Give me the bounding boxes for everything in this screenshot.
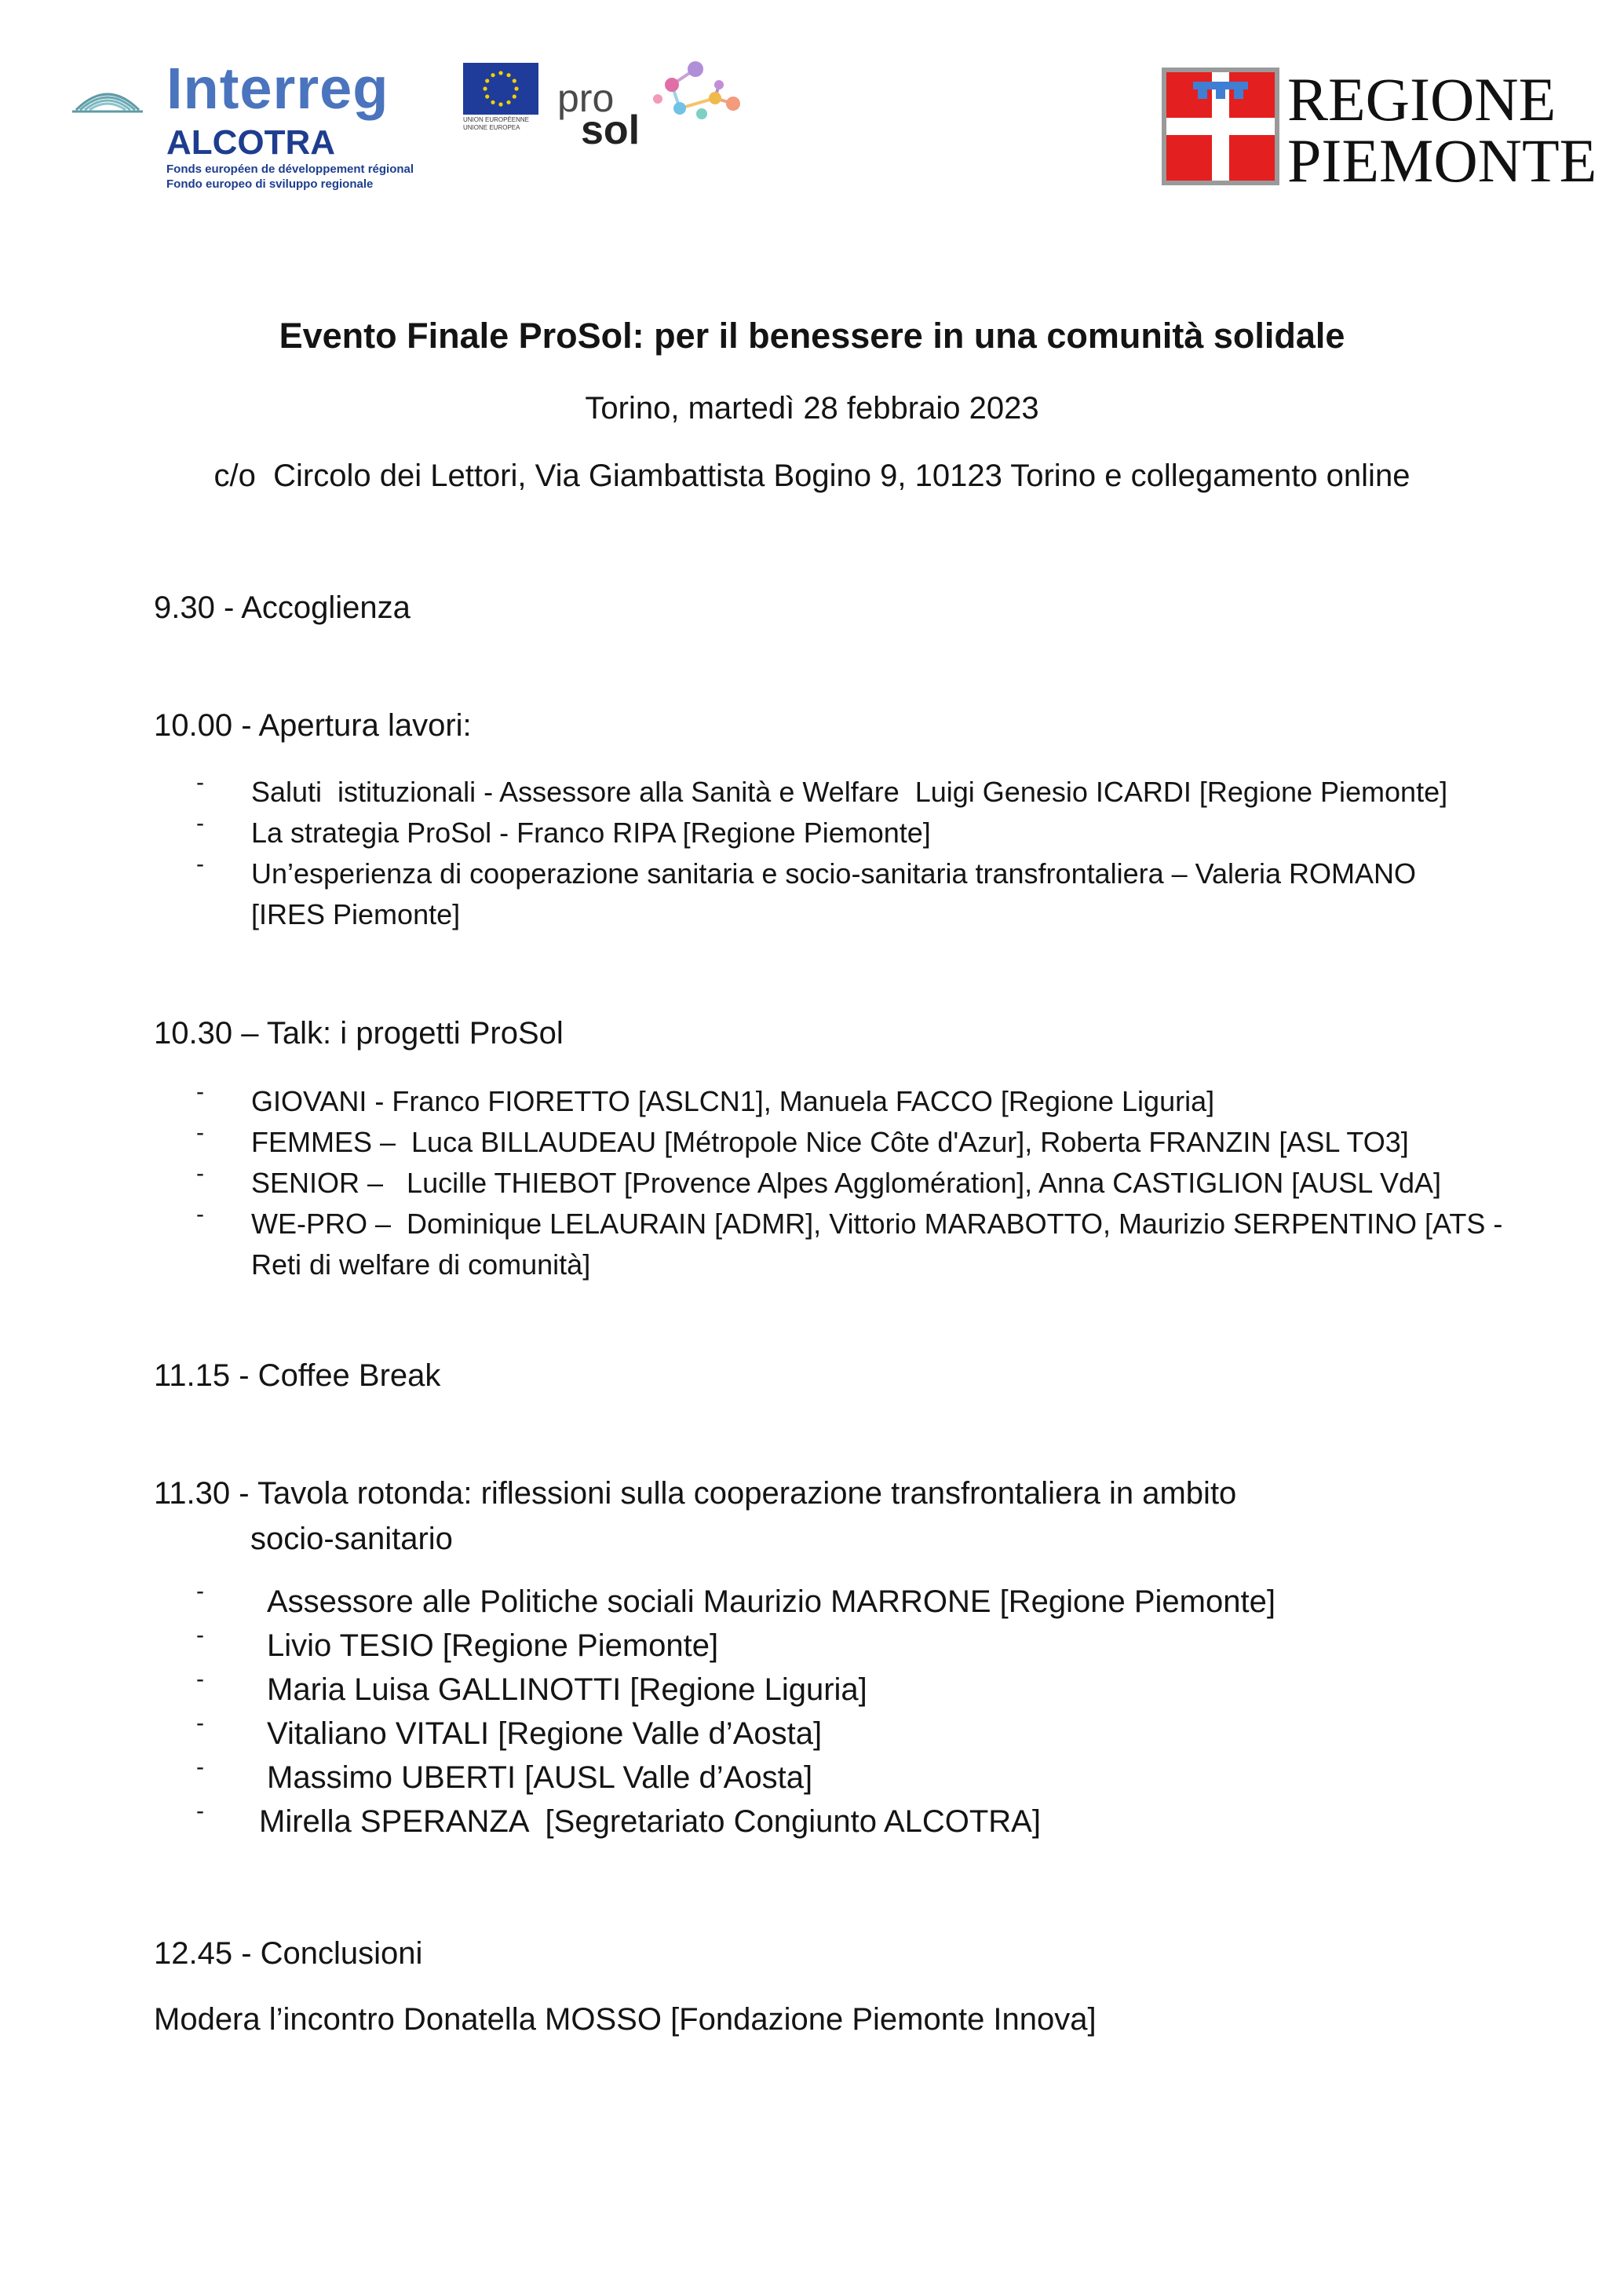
agenda-item: WE-PRO – Dominique LELAURAIN [ADMR], Vittorio MARABOTTO, Maurizio SERPENTINO [ATS - — [251, 1208, 1503, 1240]
eu-star-icon — [491, 73, 494, 77]
molecule-icon — [640, 55, 750, 133]
eu-star-icon — [506, 100, 510, 104]
agenda-item: GIOVANI - Franco FIORETTO [ASLCN1], Manuela FACCO [Regione Liguria] — [251, 1085, 1215, 1117]
event-title: Evento Finale ProSol: per il benessere in una comunità solidale — [279, 316, 1345, 356]
bullet-dash: - — [196, 769, 204, 795]
piemonte-cross-emblem-icon — [1162, 68, 1279, 185]
eu-star-icon — [513, 79, 516, 82]
event-venue: c/o Circolo dei Lettori, Via Giambattista Bogino 9, 10123 Torino e collegamento online — [213, 459, 1411, 493]
agenda-item: Massimo UBERTI [AUSL Valle d’Aosta] — [267, 1760, 813, 1795]
bullet-dash: - — [196, 1754, 204, 1780]
eu-star-icon — [483, 86, 487, 90]
eu-star-icon — [498, 71, 502, 75]
eu-flag-icon — [463, 63, 538, 115]
agenda-item-continuation: [IRES Piemonte] — [251, 898, 461, 930]
agenda-item: Un’esperienza di cooperazione sanitaria e socio-sanitaria transfrontaliera – Valeria ROMANO — [251, 857, 1417, 890]
fund-line-fr: Fonds européen de développement régional — [166, 163, 414, 176]
eu-star-icon — [514, 86, 518, 90]
agenda-section-1245: 12.45 - Conclusioni — [154, 1936, 423, 1971]
eu-caption-fr: UNION EUROPÉENNE — [463, 116, 530, 123]
alcotra-wordmark: ALCOTRA — [166, 123, 336, 162]
bullet-dash: - — [196, 1120, 204, 1146]
bullet-dash: - — [196, 1710, 204, 1736]
event-date: Torino, martedì 28 febbraio 2023 — [585, 391, 1039, 426]
agenda-item: Mirella SPERANZA [Segretariato Congiunto ALCOTRA] — [259, 1804, 1041, 1839]
agenda-section-1130: 11.30 - Tavola rotonda: riflessioni sulla cooperazione transfrontaliera in ambito — [154, 1476, 1237, 1511]
prosol-logo — [554, 55, 750, 157]
agenda-item: La strategia ProSol - Franco RIPA [Regione Piemonte] — [251, 817, 931, 849]
bullet-dash: - — [196, 1079, 204, 1105]
prosol-pro-text: pro — [557, 76, 615, 120]
moderator-line: Modera l’incontro Donatella MOSSO [Fondazione Piemonte Innova] — [154, 2002, 1097, 2037]
piemonte-text: PIEMONTE — [1287, 126, 1597, 195]
agenda-item: Vitaliano VITALI [Regione Valle d’Aosta] — [267, 1716, 823, 1751]
bullet-dash: - — [196, 1578, 204, 1604]
bullet-dash: - — [196, 1666, 204, 1692]
agenda-section-1115: 11.15 - Coffee Break — [154, 1358, 441, 1393]
agenda-item: Saluti istituzionali - Assessore alla Sanità e Welfare Luigi Genesio ICARDI [Regione Piemonte] — [251, 776, 1448, 808]
eu-caption-it: UNIONE EUROPEA — [463, 124, 520, 131]
eu-star-icon — [485, 94, 489, 98]
eu-star-icon — [491, 100, 494, 104]
bullet-dash: - — [196, 1622, 204, 1648]
eu-star-icon — [506, 73, 510, 77]
agenda-section-0930: 9.30 - Accoglienza — [154, 590, 411, 625]
regione-text: REGIONE — [1287, 65, 1556, 133]
eu-star-icon — [485, 79, 489, 82]
prosol-sol-text: sol — [581, 108, 640, 153]
fund-line-it: Fondo europeo di sviluppo regionale — [166, 177, 374, 191]
regione-piemonte-wordmark — [1287, 65, 1597, 195]
bullet-dash: - — [196, 1201, 204, 1227]
eu-star-icon — [513, 94, 516, 98]
bullet-dash: - — [196, 1798, 204, 1824]
agenda-item: Maria Luisa GALLINOTTI [Regione Liguria] — [267, 1672, 867, 1707]
agenda-section-1030: 10.30 – Talk: i progetti ProSol — [154, 1016, 564, 1051]
interreg-wordmark: Interreg — [166, 56, 389, 121]
agenda-item: FEMMES – Luca BILLAUDEAU [Métropole Nice Côte d'Azur], Roberta FRANZIN [ASL TO3] — [251, 1126, 1409, 1158]
eu-caption — [463, 116, 549, 132]
agenda-item: Assessore alle Politiche sociali Maurizio MARRONE [Regione Piemonte] — [267, 1584, 1275, 1619]
interreg-mountain-icon — [72, 79, 143, 116]
bullet-dash: - — [196, 851, 204, 877]
eu-star-icon — [498, 102, 502, 106]
agenda-section-1130-continuation: socio-sanitario — [250, 1522, 453, 1556]
bullet-dash: - — [196, 810, 204, 836]
bullet-dash: - — [196, 1160, 204, 1186]
agenda-section-1000: 10.00 - Apertura lavori: — [154, 708, 472, 743]
interreg-alcotra-logo — [166, 58, 457, 192]
agenda-item: Livio TESIO [Regione Piemonte] — [267, 1628, 719, 1663]
agenda-item: SENIOR – Lucille THIEBOT [Provence Alpes Agglomération], Anna CASTIGLION [AUSL VdA] — [251, 1167, 1442, 1199]
agenda-item-continuation: Reti di welfare di comunità] — [251, 1248, 591, 1281]
